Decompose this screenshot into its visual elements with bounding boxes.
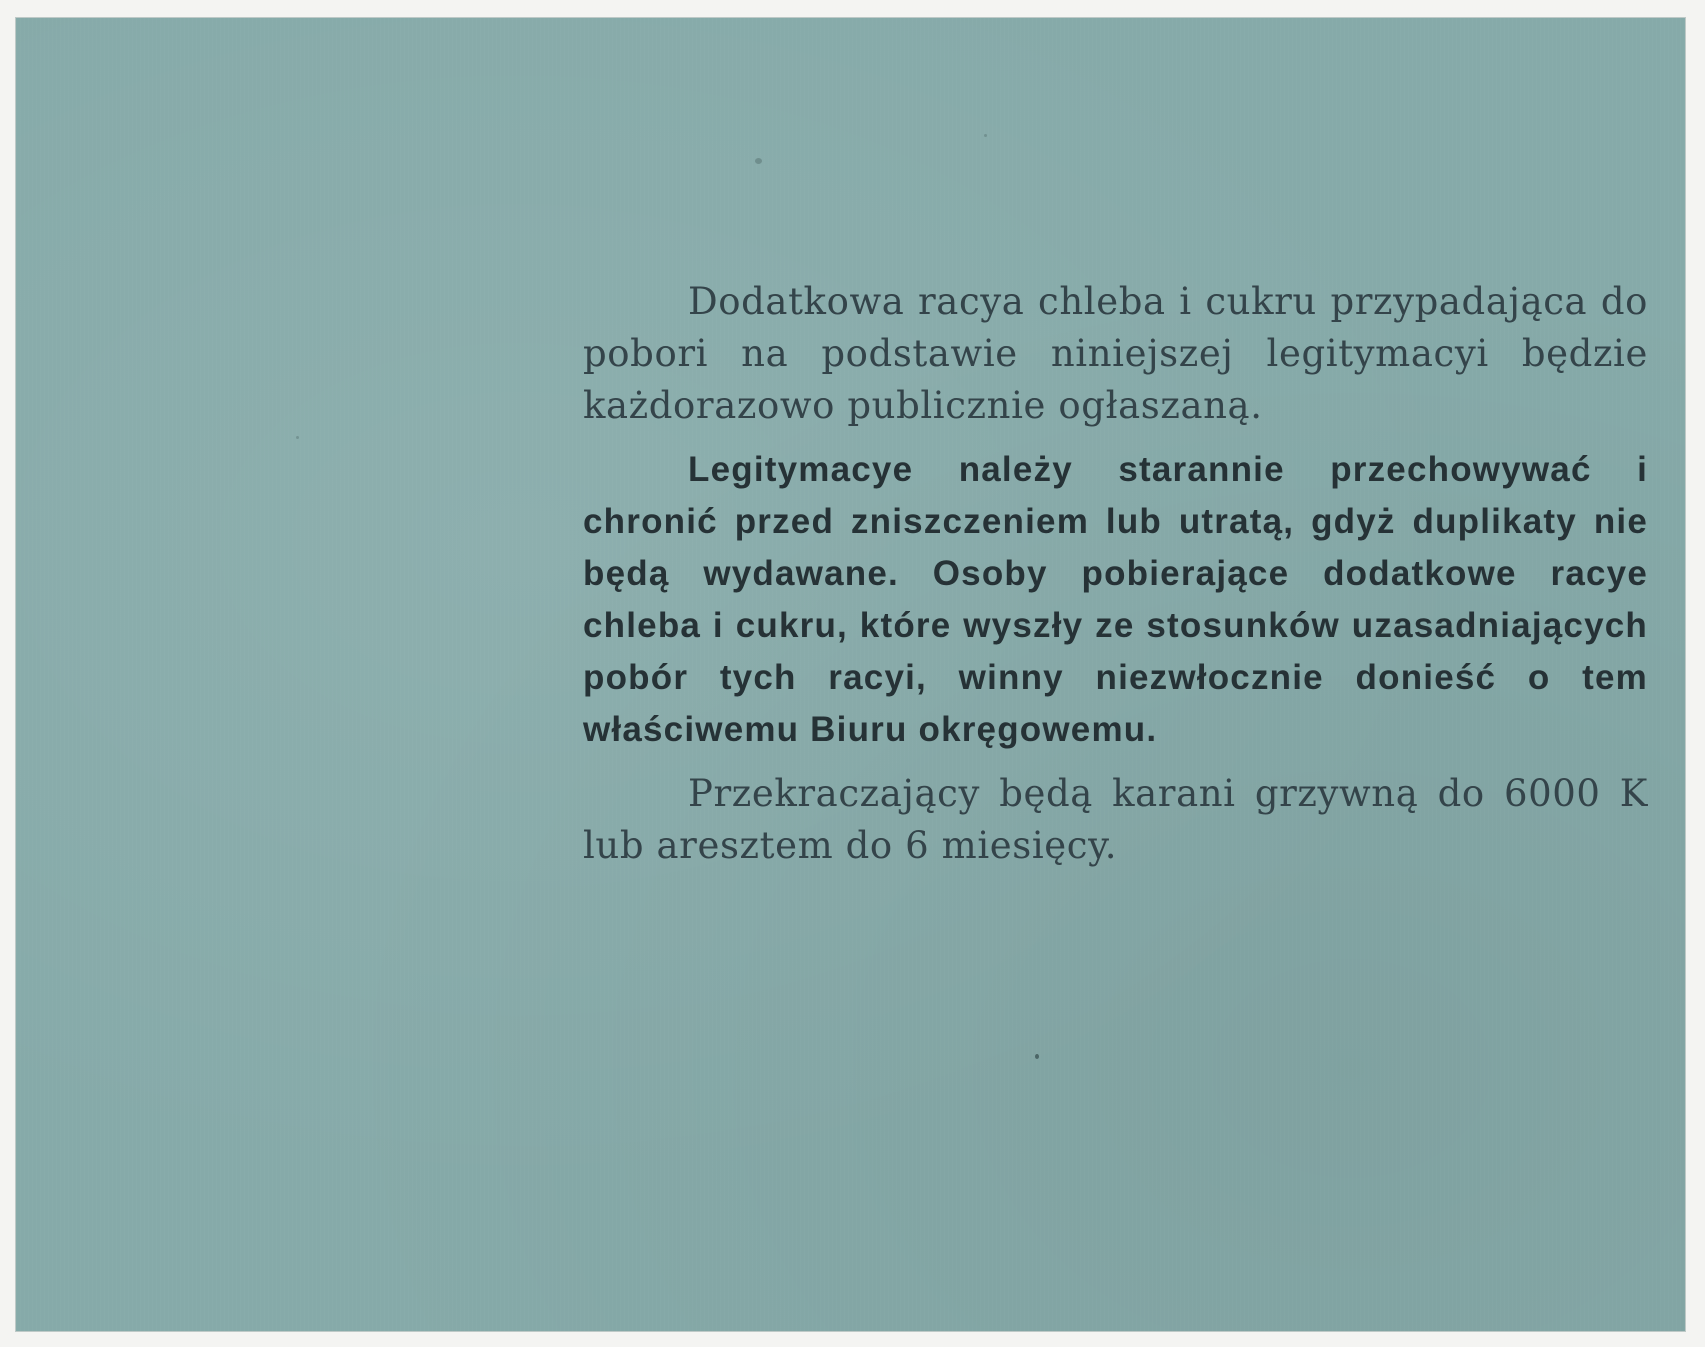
paragraph-penalty: Przekraczający będą karani grzywną do 6000 K lub aresztem do 6 miesięcy. xyxy=(583,772,1648,867)
paragraph-card-care-warning: Legitymacye należy starannie przechowywać i chronić przed zniszczeniem lub utratą, gdyż duplikaty nie będą wydawane. Osoby pobierające dodatkowe racye chleba i cukru, które wyszły ze stosunków uzasadniających pobór tych racyi, winny niezwłocznie donieść o tem właściwemu Biuru okręgowemu. xyxy=(583,450,1648,749)
paper-speck xyxy=(755,158,762,164)
paper-speck xyxy=(1035,1054,1039,1059)
notice-text xyxy=(583,276,1648,872)
paper-speck xyxy=(296,436,299,439)
paper-speck xyxy=(984,134,987,137)
paragraph-ration-announcement: Dodatkowa racya chleba i cukru przypadająca do pobori na podstawie niniejszej legitymacyi będzie każdorazowo publicznie ogłaszaną. xyxy=(583,280,1648,427)
ration-card-back xyxy=(16,18,1685,1331)
